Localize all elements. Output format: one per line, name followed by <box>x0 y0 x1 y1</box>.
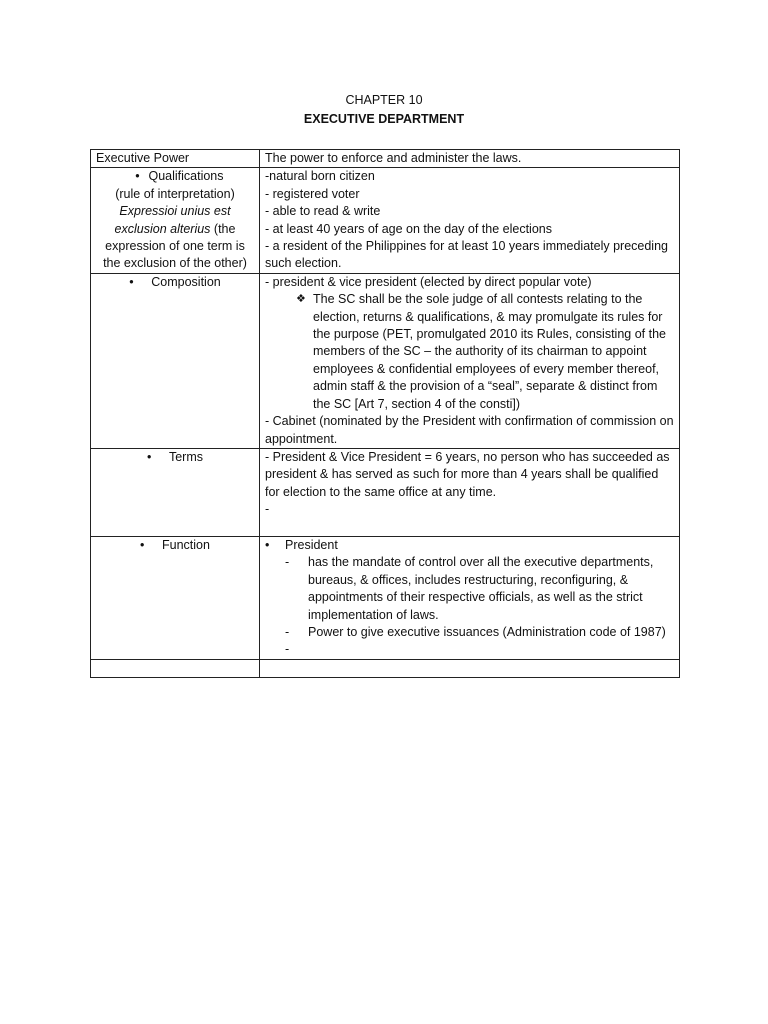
label-text: Composition <box>151 274 221 289</box>
note-text <box>103 204 247 270</box>
dash-marker: - <box>285 624 290 639</box>
diamond-icon: ❖ <box>296 293 306 306</box>
table-row <box>91 273 680 448</box>
dash-marker: - <box>285 555 290 570</box>
list-item <box>285 624 674 641</box>
list-item: - registered voter <box>265 186 360 201</box>
list-item: - president & vice president (elected by direct popular vote) <box>265 274 592 289</box>
row-content-qualifications <box>260 168 680 273</box>
content-table <box>90 149 680 678</box>
row-label-executive-power <box>91 150 260 168</box>
bullet-icon: • <box>129 274 134 289</box>
row-content-terms <box>260 448 680 536</box>
note-tail: (the expression of one term is the exclusion of the other) <box>103 221 247 271</box>
department-title: EXECUTIVE DEPARTMENT <box>303 112 465 126</box>
bulleted-label <box>96 168 254 185</box>
item-text: has the mandate of control over all the executive departments, bureaus, & offices, includes restructuring, reconfiguring, & appointments of their respective officials, as well as the strict implementation of laws. <box>308 555 654 622</box>
chapter-title: CHAPTER 10 <box>345 93 423 107</box>
bullet-icon: • <box>135 169 140 184</box>
list-item: - Cabinet (nominated by the President with confirmation of commission on appointment. <box>265 414 674 446</box>
sub-list-item <box>296 291 674 413</box>
list-item: -natural born citizen <box>265 169 375 184</box>
empty-cell <box>91 659 260 677</box>
function-heading <box>265 537 674 554</box>
content-text: The power to enforce and administer the laws. <box>265 151 522 165</box>
bullet-icon: • <box>146 449 152 464</box>
empty-cell <box>260 659 680 677</box>
sub-item-text: The SC shall be the sole judge of all contests relating to the election, returns & qualifications, & may promulgate its rules for the purpose (PET, promulgated 2010 its Rules, consisting of the members of the SC – the authority of its chairman to appoint employees & confidential employees of every member thereof, admin staff & the provision of a “seal”, separate & distinct from the SC [Art 7, section 4 of the consti]) <box>313 292 666 411</box>
list-item: - at least 40 years of age on the day of the elections <box>265 221 552 236</box>
heading-text: President <box>285 537 338 552</box>
label-text: Function <box>162 537 210 552</box>
row-content-executive-power <box>260 150 680 168</box>
bulleted-label <box>96 449 254 466</box>
row-label-function <box>91 536 260 659</box>
note-text: (rule of interpretation) <box>115 186 235 201</box>
row-label-qualifications <box>91 168 260 273</box>
item-text: Power to give executive issuances (Administration code of 1987) <box>308 624 666 639</box>
list-item: - a resident of the Philippines for at least 10 years immediately preceding such election. <box>265 239 668 271</box>
latin-maxim: Expressioi unius est exclusion alterius <box>114 204 231 236</box>
row-content-function <box>260 536 680 659</box>
row-label-terms <box>91 448 260 536</box>
list-item: - able to read & write <box>265 204 381 219</box>
row-content-composition <box>260 273 680 448</box>
table-row <box>91 150 680 168</box>
bullet-icon: • <box>140 537 145 552</box>
bulleted-label <box>96 274 254 291</box>
table-row <box>91 448 680 536</box>
list-item: - <box>265 502 270 517</box>
table-row <box>91 659 680 677</box>
bulleted-label <box>96 537 254 554</box>
row-label-composition <box>91 273 260 448</box>
bullet-icon: • <box>265 537 270 552</box>
table-row <box>91 168 680 273</box>
label-text: Terms <box>168 449 204 464</box>
list-item: - President & Vice President = 6 years, no person who has succeeded as president & has served as such for more than 4 years shall be qualified for election to the same office at any time. <box>265 449 670 499</box>
label-text: Executive Power <box>96 151 190 165</box>
list-item <box>285 641 674 658</box>
label-text: Qualifications <box>148 169 224 184</box>
list-item <box>285 554 674 624</box>
table-row <box>91 536 680 659</box>
dash-marker: - <box>285 642 290 657</box>
